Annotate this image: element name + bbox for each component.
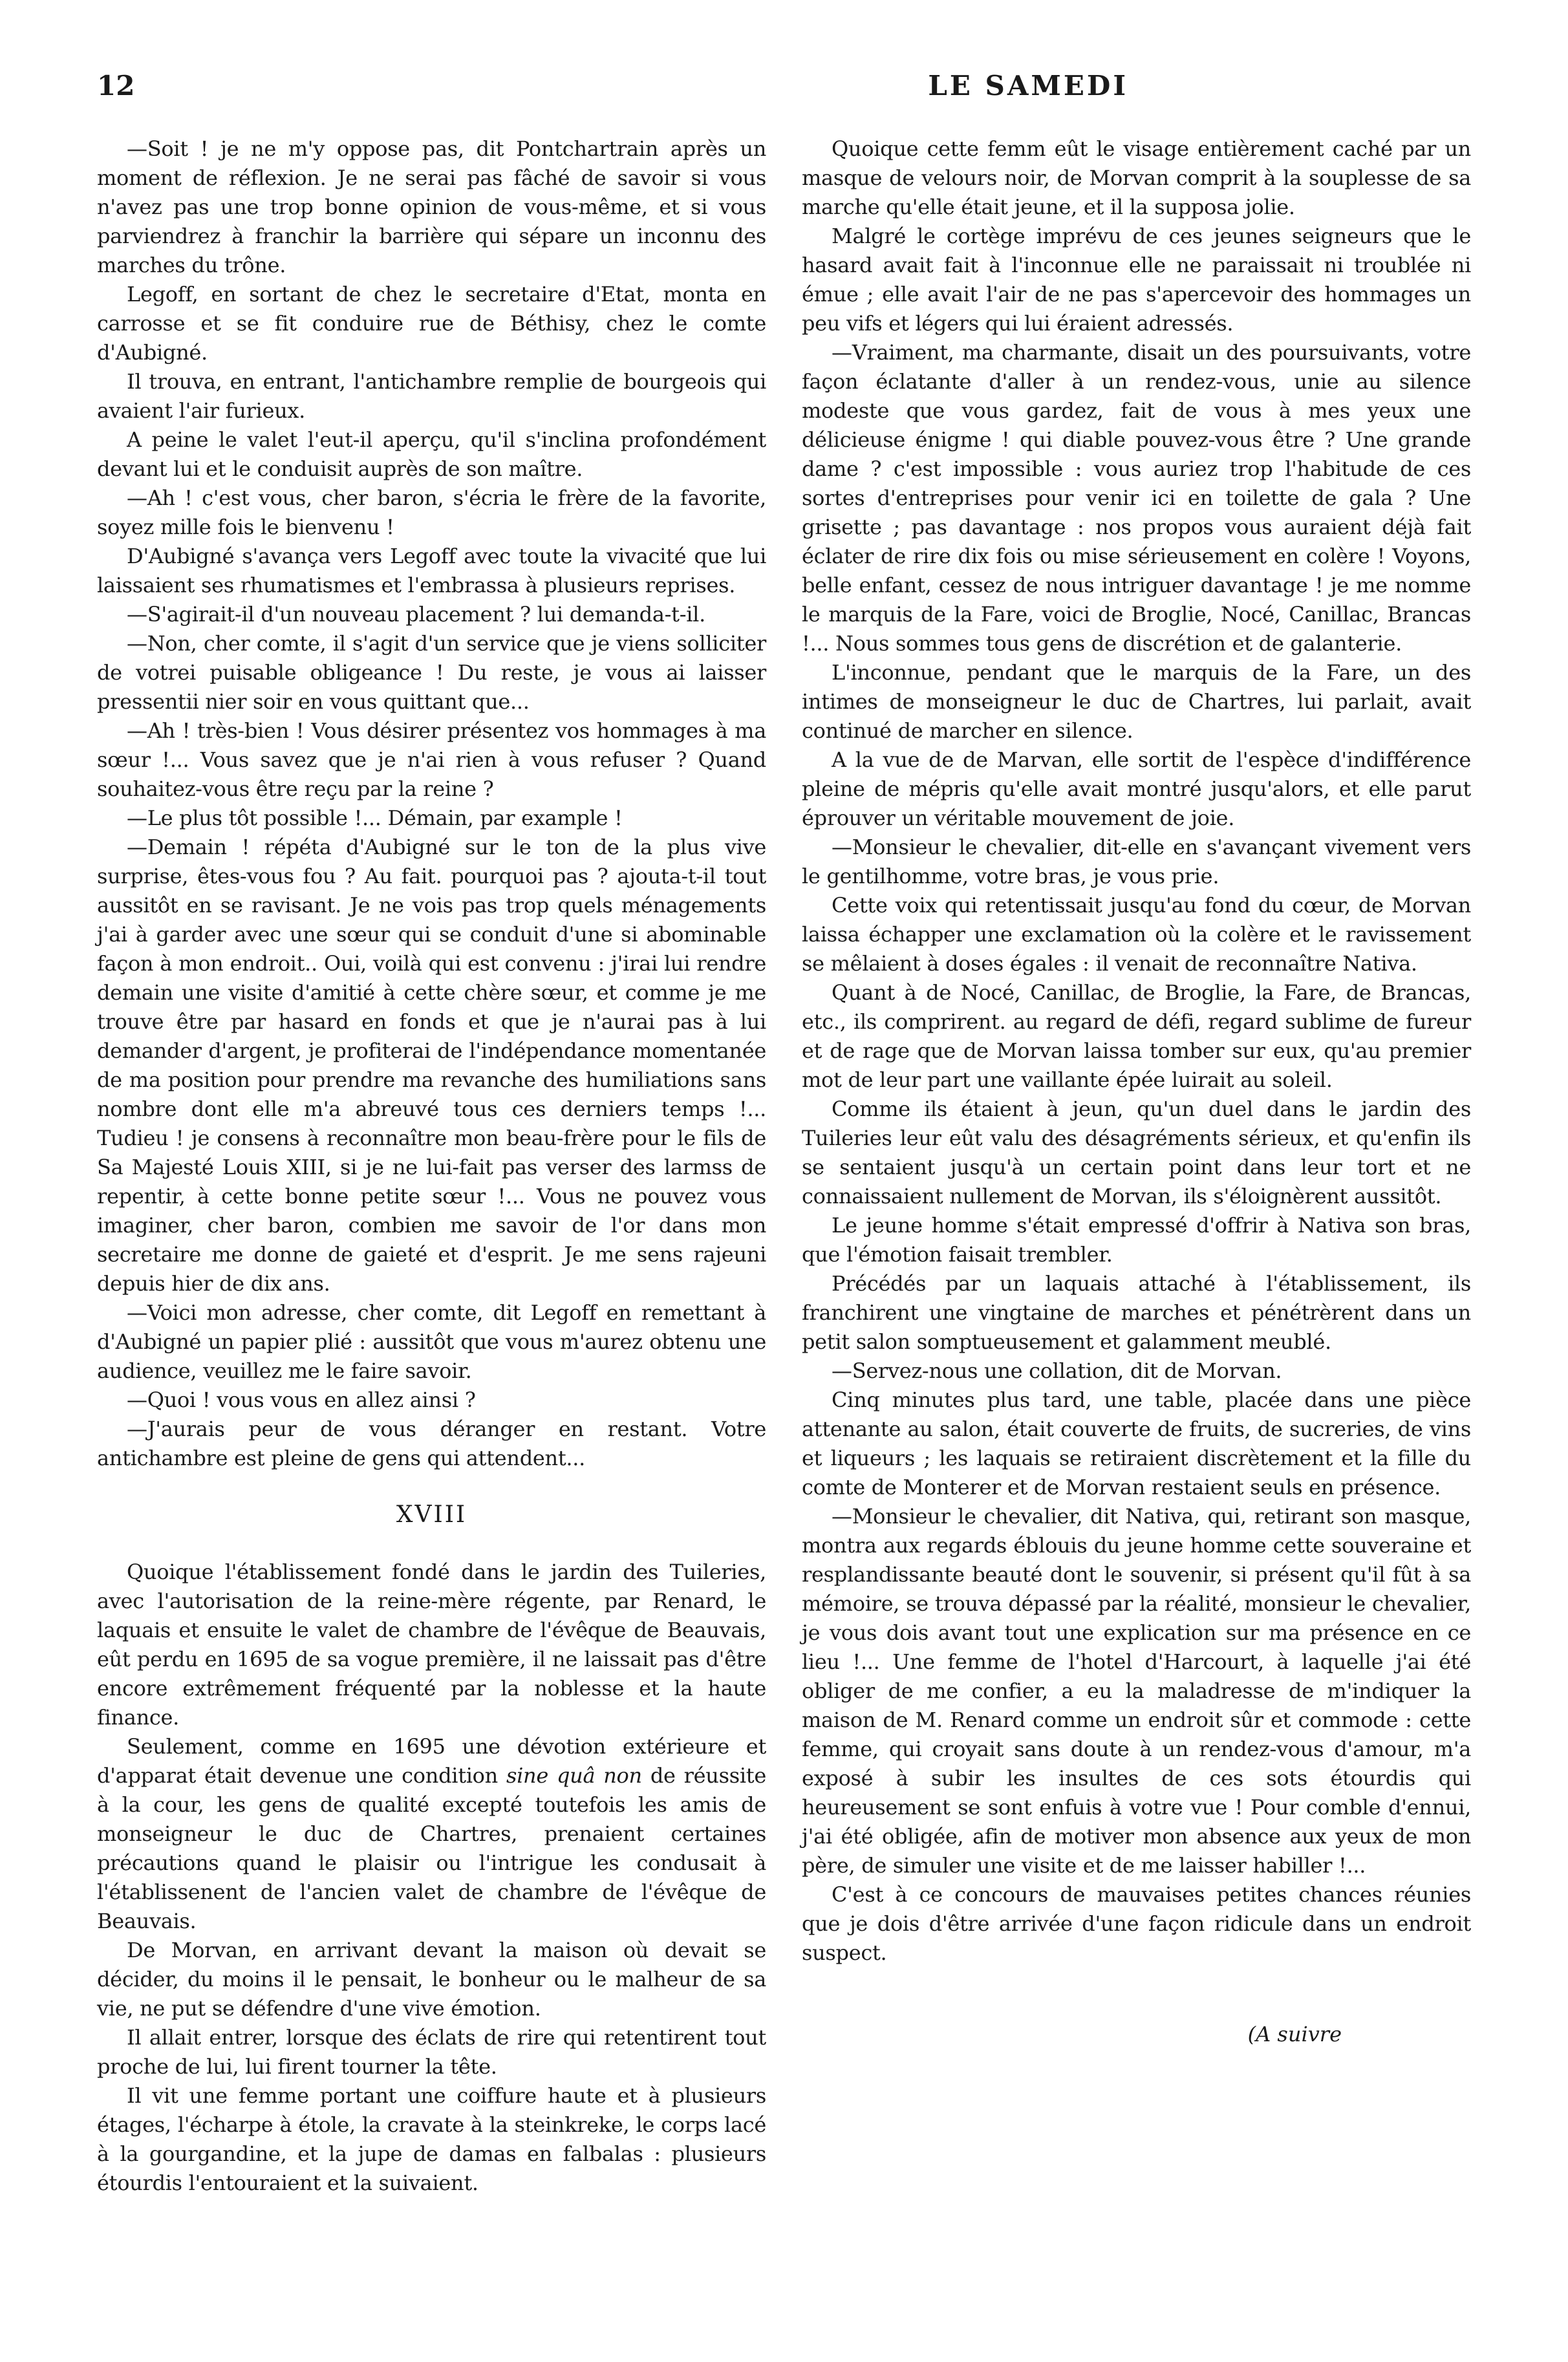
to-be-continued: (A suivre [1247, 2022, 1342, 2046]
paragraph: Legoff, en sortant de chez le secretaire d'Etat, monta en carrosse et se fit conduire rue de Béthisy, chez le comte d'Aubigné. [97, 282, 766, 365]
paragraph: —Voici mon adresse, cher comte, dit Legoff en remettant à d'Aubigné un papier plié : aussitôt que vous m'aurez obtenu une audience, veuillez me le faire savoir. [97, 1300, 766, 1383]
paragraph: —Monsieur le chevalier, dit-elle en s'avançant vivement vers le gentilhomme, votre bras, je vous prie. [802, 835, 1471, 888]
paragraph: Il trouva, en entrant, l'antichambre remplie de bourgeois qui avaient l'air furieux. [97, 369, 766, 423]
paragraph: Précédés par un laquais attaché à l'établissement, ils franchirent une vingtaine de marches et pénétrèrent dans un petit salon somptueusement et galamment meublé. [802, 1271, 1471, 1354]
paragraph: Quoique l'établissement fondé dans le jardin des Tuileries, avec l'autorisation de la reine-mère régente, par Renard, le laquais et ensuite le valet de chambre de l'évêque de Beauvais, eût perdu en 1695 de sa vogue première, il ne laissait pas d'être encore extrêmement fréquenté par la noblesse et la haute finance. [97, 1560, 766, 1730]
paragraph: —Soit ! je ne m'y oppose pas, dit Pontchartrain après un moment de réflexion. Je ne serai pas fâché de savoir si vous n'avez pas une trop bonne opinion de vous-même, et si vous parviendrez à franchir la barrière qui sépare un inconnu des marches du trône. [97, 136, 766, 277]
paragraph: —Ah ! très-bien ! Vous désirer présentez vos hommages à ma sœur !... Vous savez que je n'ai rien à vous refuser ? Quand souhaitez-vous être reçu par la reine ? [97, 718, 766, 801]
left-column-paragraphs [97, 134, 766, 1473]
paragraph: L'inconnue, pendant que le marquis de la Fare, un des intimes de monseigneur le duc de Chartres, lui parlait, avait continué de marcher en silence. [802, 660, 1471, 743]
paragraph: —Vraiment, ma charmante, disait un des poursuivants, votre façon éclatante d'aller à un rendez-vous, unie au silence modeste que vous gardez, fait de vous à mes yeux une délicieuse énigme ! qui diable pouvez-vous être ? Une grande dame ? c'est impossible : vous auriez trop l'habitude de ces sortes d'entreprises pour venir ici en toilette de gala ? Une grisette ; pas davantage : nos propos vous auraient déjà fait éclater de rire dix fois ou mise sérieusement en colère ! Voyons, belle enfant, cessez de nous intriguer davantage ! je me nomme le marquis de la Fare, voici de Broglie, Nocé, Canillac, Brancas !... Nous sommes tous gens de discrétion et de galanterie. [802, 340, 1471, 656]
left-column [97, 134, 766, 2198]
paragraph: Quant à de Nocé, Canillac, de Broglie, la Fare, de Brancas, etc., ils comprirent. au regard de défi, regard sublime de fureur et de rage que de Morvan laissa tomber sur eux, qu'au premier mot de leur part une vaillante épée luirait au soleil. [802, 980, 1471, 1092]
paragraph: Il allait entrer, lorsque des éclats de rire qui retentirent tout proche de lui, lui firent tourner la tête. [97, 2025, 766, 2079]
paragraph: —Ah ! c'est vous, cher baron, s'écria le frère de la favorite, soyez mille fois le bienvenu ! [97, 486, 766, 539]
paragraph: —Servez-nous une collation, dit de Morvan. [832, 1358, 1282, 1383]
paragraph: —Quoi ! vous vous en allez ainsi ? [127, 1388, 476, 1412]
paragraph: —S'agirait-il d'un nouveau placement ? lui demanda-t-il. [127, 602, 705, 627]
paragraph: Cinq minutes plus tard, une table, placée dans une pièce attenante au salon, était couverte de fruits, de sucreries, de vins et liqueurs ; les laquais se retiraient discrètement et la fille du comte de Monterer et de Morvan restaient seuls en présence. [802, 1388, 1471, 1499]
paragraph: A la vue de de Marvan, elle sortit de l'espèce d'indifférence pleine de mépris qu'elle avait montré jusqu'alors, et elle parut éprouver un véritable mouvement de joie. [802, 747, 1471, 830]
page-header [97, 70, 1471, 122]
paragraph: —Non, cher comte, il s'agit d'un service que je viens solliciter de votrei puisable obligeance ! Du reste, je vous ai laisser pressentii nier soir en vous quittant que... [97, 631, 766, 714]
paragraph: —Monsieur le chevalier, dit Nativa, qui, retirant son masque, montra aux regards éblouis du jeune homme cette souveraine et resplandissante beauté dont le souvenir, si présent qu'il fût à sa mémoire, se trouva dépassé par la réalité, monsieur le chevalier, je vous dois avant tout une explication sur ma présence en ce lieu !... Une femme de l'hotel d'Harcourt, à laquelle j'ai été obliger de me confier, a eu la maladresse de m'indiquer la maison de M. Renard comme un endroit sûr et commode : cette femme, qui croyait sans doute à un rendez-vous d'amour, m'a exposé à subir les insultes de ces sots étourdis qui heureusement se sont enfuis à votre vue ! Pour comble d'ennui, j'ai été obligée, afin de motiver mon absence aux yeux de mon père, de simuler une visite et de me laisser habiller !... [802, 1504, 1471, 1878]
paragraph: Comme ils étaient à jeun, qu'un duel dans le jardin des Tuileries leur eût valu des désagréments sérieux, et qu'enfin ils se sentaient jusqu'à un certain point dans leur tort et ne connaissaient nullement de Morvan, ils s'éloignèrent aussitôt. [802, 1097, 1471, 1208]
right-column [802, 134, 1471, 2198]
paragraph: —Demain ! répéta d'Aubigné sur le ton de la plus vive surprise, êtes-vous fou ? Au fait. pourquoi pas ? ajouta-t-il tout aussitôt en se ravisant. Je ne vois pas trop quels ménagements j'ai à garder avec une sœur qui se conduit d'une si abominable façon à mon endroit.. Oui, voilà qui est convenu : j'irai lui rendre demain une visite d'amitié à cette chère sœur, et comme je me trouve être par hasard en fonds et que je n'aurai pas à lui demander d'argent, je profiterai de l'indépendance momentanée de ma position pour prendre ma revanche des humiliations sans nombre dont elle m'a abreuvé tous ces derniers temps !... Tudieu ! je consens à reconnaître mon beau-frère pour le fils de Sa Majesté Louis XIII, si je ne lui-fait pas verser des larmss de repentir, à cette bonne petite sœur !... Vous ne pouvez vous imaginer, cher baron, combien me savoir de l'or dans mon secretaire me donne de gaieté et d'esprit. Je me sens rajeuni depuis hier de dix ans. [97, 835, 766, 1296]
paragraph: A peine le valet l'eut-il aperçu, qu'il s'inclina profondément devant lui et le conduisit auprès de son maître. [97, 427, 766, 481]
paragraph: C'est à ce concours de mauvaises petites chances réunies que je dois d'être arrivée d'une façon ridicule dans un endroit suspect. [802, 1882, 1471, 1965]
paragraph: Quoique cette femm eût le visage entièrement caché par un masque de velours noir, de Morvan comprit à la souplesse de sa marche qu'elle était jeune, et il la supposa jolie. [802, 136, 1471, 219]
paragraph: —J'aurais peur de vous déranger en restant. Votre antichambre est pleine de gens qui attendent... [97, 1417, 766, 1470]
paragraph: Il vit une femme portant une coiffure haute et à plusieurs étages, l'écharpe à étole, la cravate à la steinkreke, le corps lacé à la gourgandine, et la jupe de damas en falbalas : plusieurs étourdis l'entouraient et la suivaient. [97, 2083, 766, 2195]
left-column-paragraphs-end [97, 1936, 766, 2198]
chapter-heading: XVIII [396, 1501, 467, 1528]
right-column-paragraphs [802, 134, 1471, 1968]
latin-phrase: sine quâ non [506, 1763, 642, 1788]
paragraph: De Morvan, en arrivant devant la maison où devait se décider, du moins il le pensait, le bonheur ou le malheur de sa vie, ne put se défendre d'une vive émotion. [97, 1938, 766, 2021]
paragraph: Malgré le cortège imprévu de ces jeunes seigneurs que le hasard avait fait à l'inconnue elle ne paraissait ni troublée ni émue ; elle avait l'air de ne pas s'apercevoir des hommages un peu vifs et légers qui lui éraient adressés. [802, 224, 1471, 336]
paragraph: Seulement, comme en 1695 une dévotion extérieure et d'apparat était devenue une condition sine quâ non de réussite à la cour, les gens de qualité excepté toutefois les amis de monseigneur le duc de Chartres, prenaient certaines précautions quand le plaisir ou l'intrigue les condusait à l'établissenent de l'ancien valet de chambre de l'évêque de Beauvais. [97, 1734, 766, 1933]
publication-title: LE SAMEDI [928, 70, 1128, 102]
paragraph: D'Aubigné s'avança vers Legoff avec toute la vivacité que lui laissaient ses rhumatismes et l'embrassa à plusieurs reprises. [97, 544, 766, 597]
paragraph: Cette voix qui retentissait jusqu'au fond du cœur, de Morvan laissa échapper une exclamation où la colère et le ravissement se mêlaient à doses égales : il venait de reconnaître Nativa. [802, 893, 1471, 976]
text-columns [97, 134, 1471, 2198]
paragraph: —Le plus tôt possible !... Démain, par example ! [127, 806, 623, 830]
page-number: 12 [97, 70, 135, 102]
paragraph: Le jeune homme s'était empressé d'offrir à Nativa son bras, que l'émotion faisait trembler. [802, 1213, 1471, 1267]
